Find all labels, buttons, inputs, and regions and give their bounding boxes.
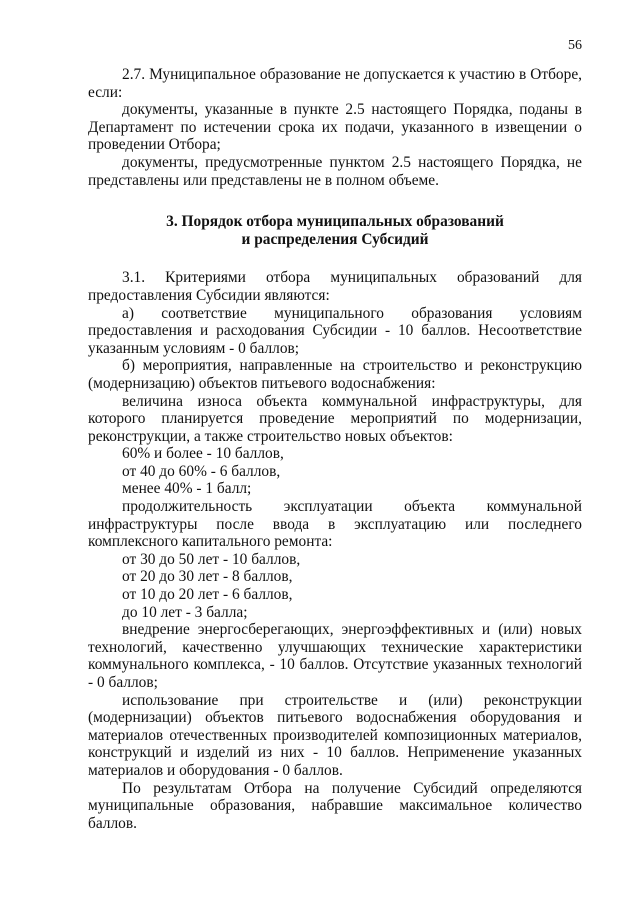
list-item: менее 40% - 1 балл;	[122, 480, 252, 498]
list-item: 60% и более - 10 баллов,	[122, 445, 284, 463]
paragraph: величина износа объекта коммунальной инфраструктуры, для которого планируется проведение мероприятий по модернизации, реконструкции, а также строительство новых объектов:	[88, 392, 582, 445]
list-item: от 40 до 60% - 6 баллов,	[122, 462, 281, 480]
section-heading	[88, 213, 582, 248]
section-heading-line-1: 3. Порядок отбора муниципальных образований	[166, 213, 504, 231]
list-item: до 10 лет - 3 балла;	[122, 603, 248, 621]
paragraph: использование при строительстве и (или) реконструкции (модернизации) объектов питьевого водоснабжения оборудования и материалов отечественных производителей композиционных материалов, конструкций и изделий из них - 10 баллов. Неприменение указанных материалов и оборудования - 0 баллов.	[88, 691, 582, 779]
list-item: от 10 до 20 лет - 6 баллов,	[122, 586, 293, 604]
section-2-7	[88, 66, 582, 189]
paragraph: По результатам Отбора на получение Субсидий определяются муниципальные образования, набравшие максимальное количество баллов.	[88, 779, 582, 832]
section-3-body	[88, 269, 582, 832]
list-item: от 30 до 50 лет - 10 баллов,	[122, 550, 301, 568]
paragraph: 3.1. Критериями отбора муниципальных образований для предоставления Субсидии являются:	[88, 269, 582, 304]
paragraph: продолжительность эксплуатации объекта коммунальной инфраструктуры после ввода в эксплуатацию или последнего комплексного капитального ремонта:	[88, 498, 582, 551]
section-heading-line-2: и распределения Субсидий	[241, 230, 429, 248]
paragraph: документы, указанные в пункте 2.5 настоящего Порядка, поданы в Департамент по истечении срока их подачи, указанного в извещении о проведении Отбора;	[88, 101, 582, 154]
paragraph: внедрение энергосберегающих, энергоэффективных и (или) новых технологий, качественно улучшающих технические характеристики коммунального комплекса, - 10 баллов. Отсутствие указанных технологий - 0 баллов;	[88, 621, 582, 691]
page-number: 56	[568, 38, 582, 53]
list-item: от 20 до 30 лет - 8 баллов,	[122, 568, 293, 586]
document-body	[88, 66, 582, 832]
paragraph: б) мероприятия, направленные на строительство и реконструкцию (модернизацию) объектов питьевого водоснабжения:	[88, 357, 582, 392]
paragraph: 2.7. Муниципальное образование не допускается к участию в Отборе, если:	[88, 66, 582, 101]
paragraph: а) соответствие муниципального образования условиям предоставления и расходования Субсидии - 10 баллов. Несоответствие указанным условиям - 0 баллов;	[88, 304, 582, 357]
paragraph: документы, предусмотренные пунктом 2.5 настоящего Порядка, не представлены или представлены не в полном объеме.	[88, 153, 582, 189]
